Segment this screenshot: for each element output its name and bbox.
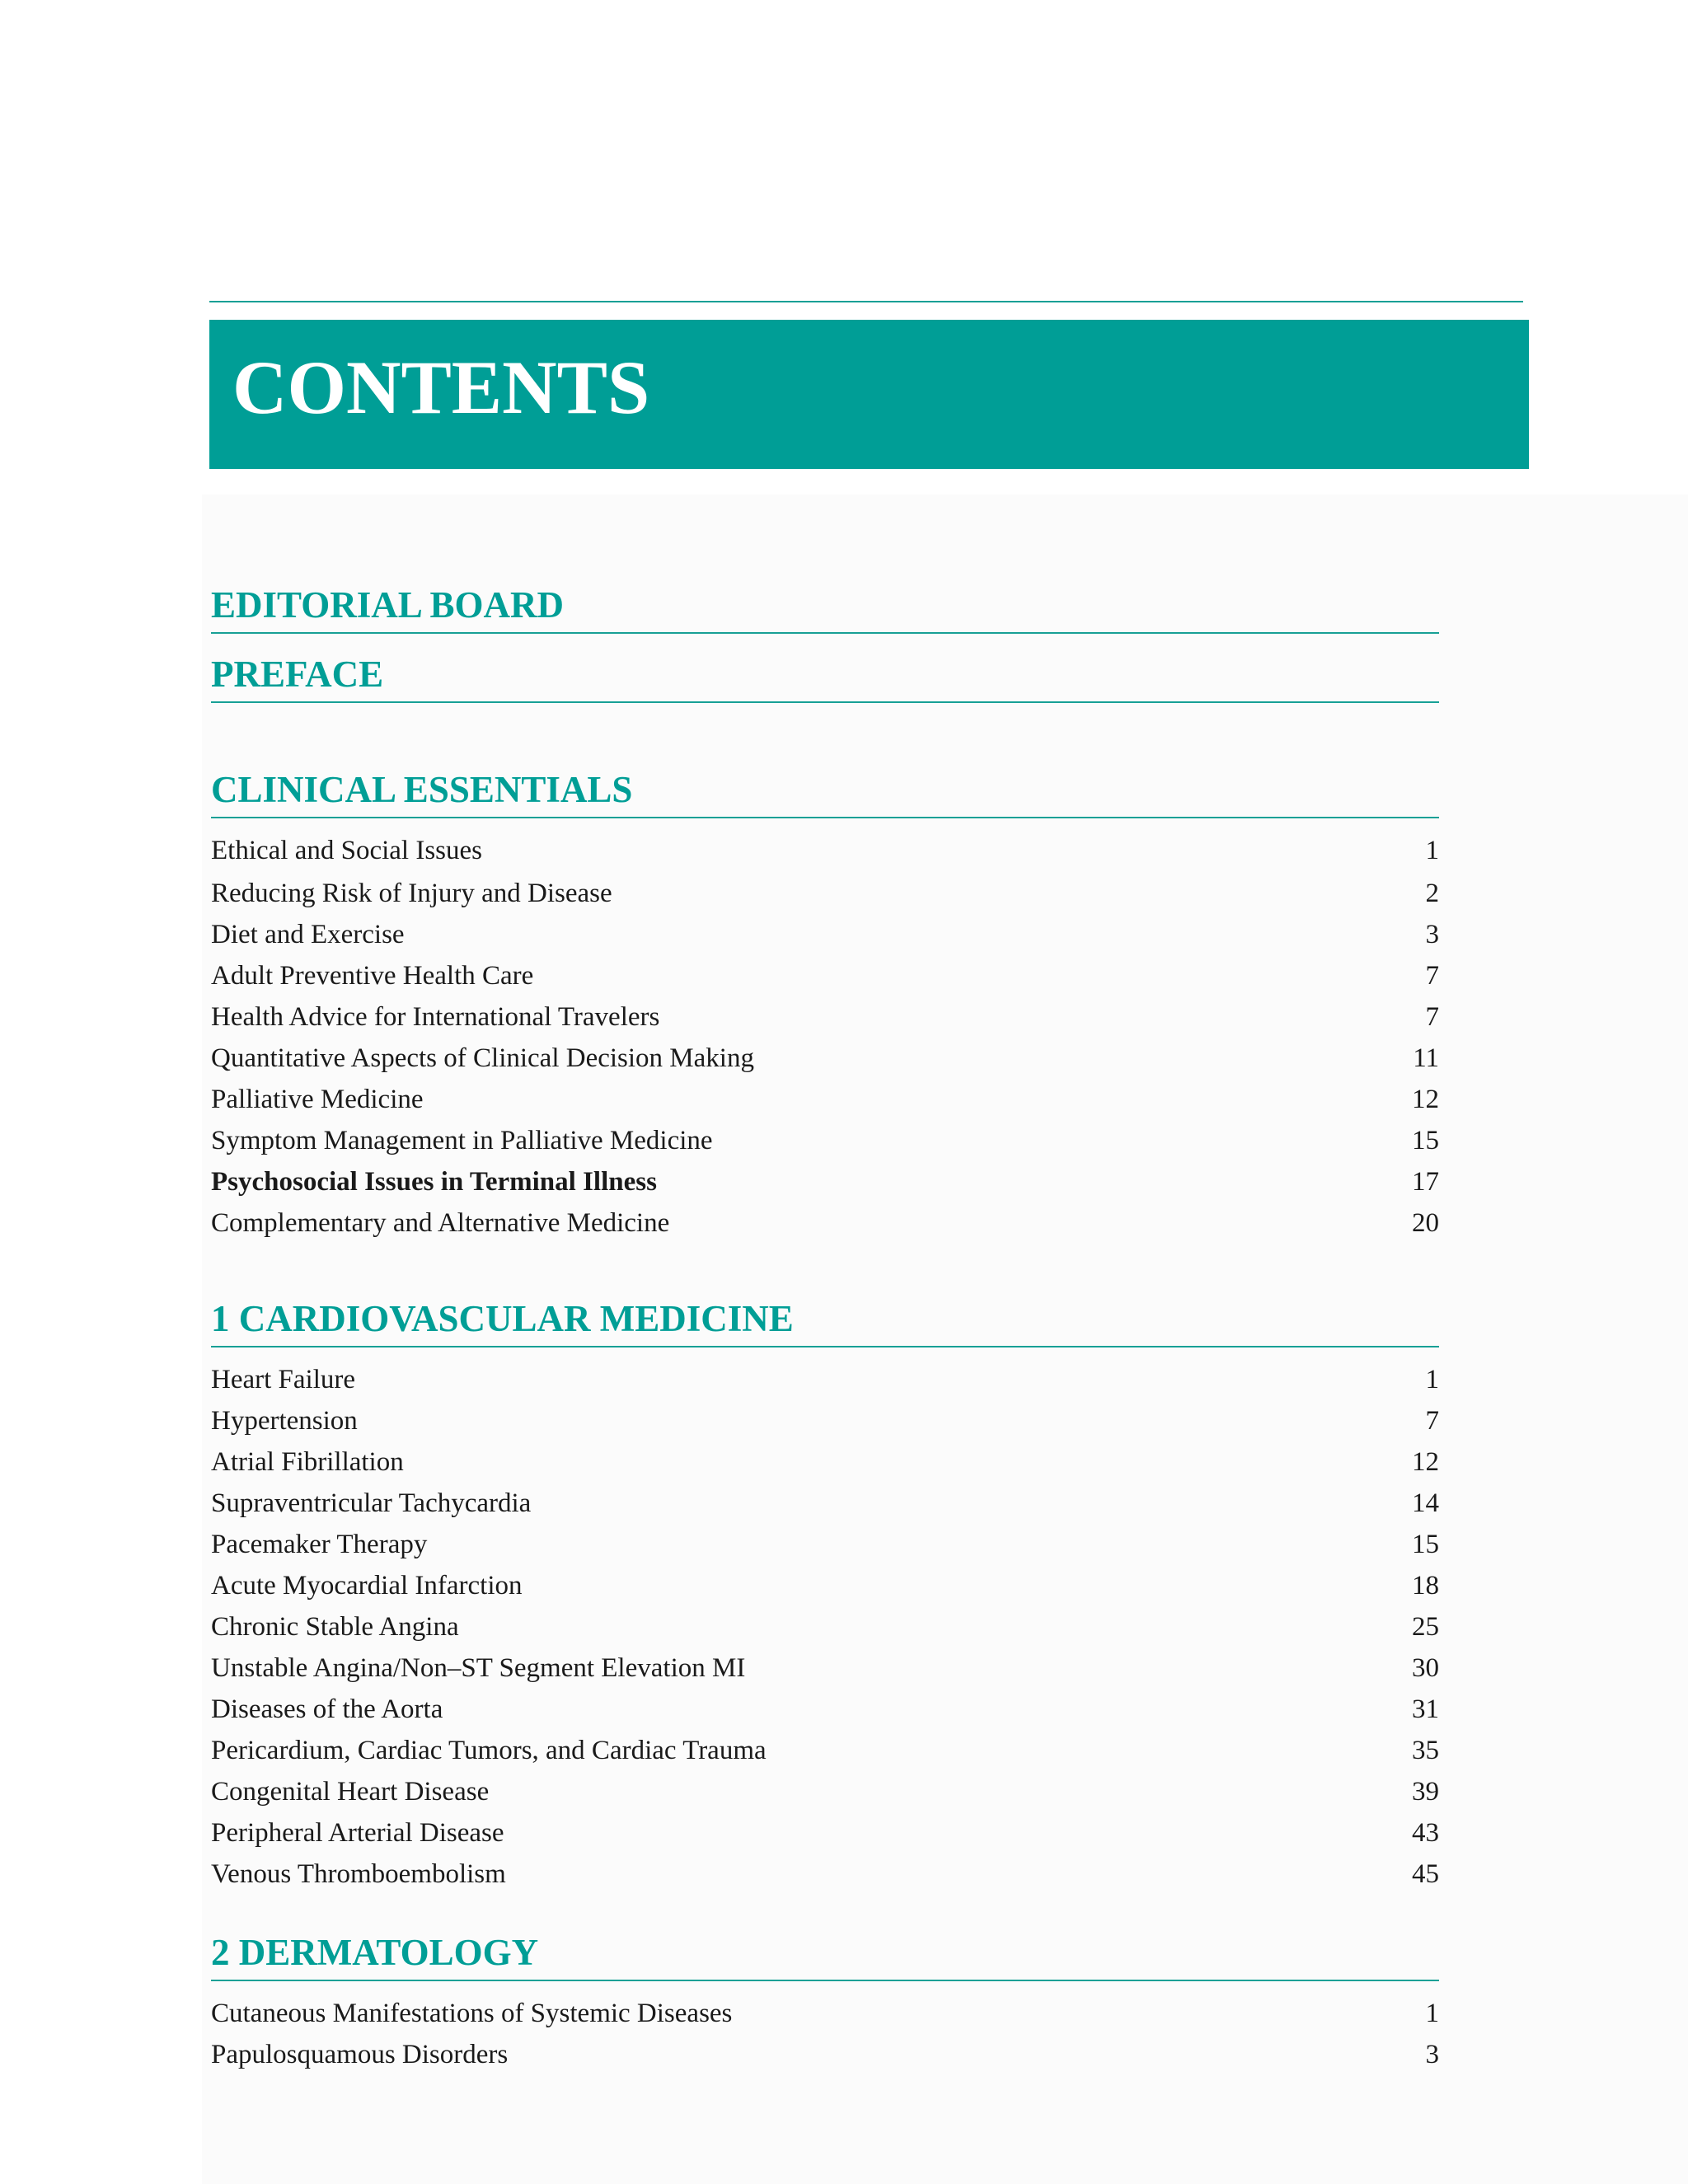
toc-entry-page: 14 bbox=[1412, 1488, 1439, 1518]
header-rule bbox=[209, 301, 1523, 302]
toc-entry-page: 25 bbox=[1412, 1612, 1439, 1642]
toc-entry-page: 7 bbox=[1425, 1406, 1439, 1436]
page-title: CONTENTS bbox=[232, 345, 650, 429]
toc-editorial-board[interactable]: EDITORIAL BOARD bbox=[211, 587, 1439, 634]
toc-entry-title: Quantitative Aspects of Clinical Decision Making bbox=[211, 1043, 754, 1073]
toc-entry-title: Diseases of the Aorta bbox=[211, 1694, 443, 1724]
toc-entry-page: 18 bbox=[1412, 1571, 1439, 1601]
toc-entry-title: Unstable Angina/Non–ST Segment Elevation MI bbox=[211, 1653, 746, 1683]
toc-entry[interactable] bbox=[211, 2041, 1439, 2069]
toc-entry-page: 17 bbox=[1412, 1167, 1439, 1197]
toc-entry-title: Symptom Management in Palliative Medicine bbox=[211, 1126, 713, 1155]
toc-entry-title: Papulosquamous Disorders bbox=[211, 2040, 509, 2069]
toc-entry-page: 11 bbox=[1413, 1043, 1439, 1073]
toc-entry-page: 20 bbox=[1412, 1208, 1439, 1238]
toc-entry-title: Palliative Medicine bbox=[211, 1085, 424, 1114]
toc-entry[interactable] bbox=[211, 1366, 1439, 1394]
toc-entry-title: Peripheral Arterial Disease bbox=[211, 1818, 504, 1848]
toc-entry-title: Adult Preventive Health Care bbox=[211, 961, 534, 991]
toc-entry[interactable] bbox=[211, 880, 1439, 907]
section-heading-cardiovascular-medicine[interactable]: 1 CARDIOVASCULAR MEDICINE bbox=[211, 1301, 1439, 1347]
toc-entry-title: Acute Myocardial Infarction bbox=[211, 1571, 523, 1601]
toc-entry-page: 1 bbox=[1425, 1999, 1439, 2028]
toc-entry-page: 1 bbox=[1425, 836, 1439, 865]
toc-entry-page: 12 bbox=[1412, 1085, 1439, 1114]
toc-entry-title: Supraventricular Tachycardia bbox=[211, 1488, 532, 1518]
toc-entry[interactable] bbox=[211, 1696, 1439, 1723]
toc-entry[interactable] bbox=[211, 1490, 1439, 1517]
toc-entry[interactable] bbox=[211, 1737, 1439, 1765]
section-heading-dermatology[interactable]: 2 DERMATOLOGY bbox=[211, 1934, 1439, 1981]
toc-entry[interactable] bbox=[211, 1210, 1439, 1237]
toc-entry[interactable] bbox=[211, 1531, 1439, 1558]
toc-entry-highlighted[interactable] bbox=[211, 1169, 1439, 1196]
toc-entry-title: Cutaneous Manifestations of Systemic Diseases bbox=[211, 1999, 733, 2028]
toc-entry-page: 31 bbox=[1412, 1694, 1439, 1724]
toc-entry[interactable] bbox=[211, 1045, 1439, 1072]
toc-entry-title: Ethical and Social Issues bbox=[211, 836, 483, 865]
toc-entry[interactable] bbox=[211, 1861, 1439, 1888]
toc-entry[interactable] bbox=[211, 1572, 1439, 1600]
toc-entry-page: 12 bbox=[1412, 1447, 1439, 1477]
toc-entry[interactable] bbox=[211, 921, 1439, 949]
section-heading-clinical-essentials[interactable]: CLINICAL ESSENTIALS bbox=[211, 771, 1439, 818]
toc-entry-title: Diet and Exercise bbox=[211, 920, 405, 949]
toc-entry-page: 3 bbox=[1425, 920, 1439, 949]
toc-entry-page: 45 bbox=[1412, 1859, 1439, 1889]
toc-entry-title: Reducing Risk of Injury and Disease bbox=[211, 879, 612, 908]
toc-entry-title: Pericardium, Cardiac Tumors, and Cardiac Trauma bbox=[211, 1736, 767, 1765]
toc-entry-page: 3 bbox=[1425, 2040, 1439, 2069]
toc-entry-title: Heart Failure bbox=[211, 1365, 356, 1394]
toc-entry[interactable] bbox=[211, 1779, 1439, 1806]
toc-entry-title: Health Advice for International Travelers bbox=[211, 1002, 660, 1032]
toc-entry-page: 7 bbox=[1425, 961, 1439, 991]
toc-entry-page: 15 bbox=[1412, 1530, 1439, 1559]
toc-entry-page: 39 bbox=[1412, 1777, 1439, 1807]
toc-entry-title: Complementary and Alternative Medicine bbox=[211, 1208, 670, 1238]
toc-entry[interactable] bbox=[211, 1820, 1439, 1847]
toc-entry[interactable] bbox=[211, 1127, 1439, 1155]
toc-entry[interactable] bbox=[211, 963, 1439, 990]
toc-entry-page: 30 bbox=[1412, 1653, 1439, 1683]
contents-banner bbox=[209, 320, 1529, 469]
toc-entry-page: 1 bbox=[1425, 1365, 1439, 1394]
toc-entry[interactable] bbox=[211, 1449, 1439, 1476]
toc-entry[interactable] bbox=[211, 1408, 1439, 1435]
toc-entry-page: 15 bbox=[1412, 1126, 1439, 1155]
toc-entry-page: 35 bbox=[1412, 1736, 1439, 1765]
toc-entry-title: Hypertension bbox=[211, 1406, 358, 1436]
toc-entry[interactable] bbox=[211, 837, 1439, 865]
toc-entry-title: Pacemaker Therapy bbox=[211, 1530, 428, 1559]
toc-entry-title: Congenital Heart Disease bbox=[211, 1777, 490, 1807]
toc-entry-title: Chronic Stable Angina bbox=[211, 1612, 459, 1642]
toc-entry[interactable] bbox=[211, 1655, 1439, 1682]
toc-entry-title: Atrial Fibrillation bbox=[211, 1447, 404, 1477]
toc-entry-title: Psychosocial Issues in Terminal Illness bbox=[211, 1167, 657, 1197]
toc-entry[interactable] bbox=[211, 1086, 1439, 1113]
toc-preface[interactable]: PREFACE bbox=[211, 656, 1439, 703]
toc-entry-page: 2 bbox=[1425, 879, 1439, 908]
toc-entry[interactable] bbox=[211, 2000, 1439, 2027]
toc-entry-page: 43 bbox=[1412, 1818, 1439, 1848]
toc-entry-page: 7 bbox=[1425, 1002, 1439, 1032]
toc-entry[interactable] bbox=[211, 1614, 1439, 1641]
toc-entry-title: Venous Thromboembolism bbox=[211, 1859, 506, 1889]
toc-entry[interactable] bbox=[211, 1004, 1439, 1031]
